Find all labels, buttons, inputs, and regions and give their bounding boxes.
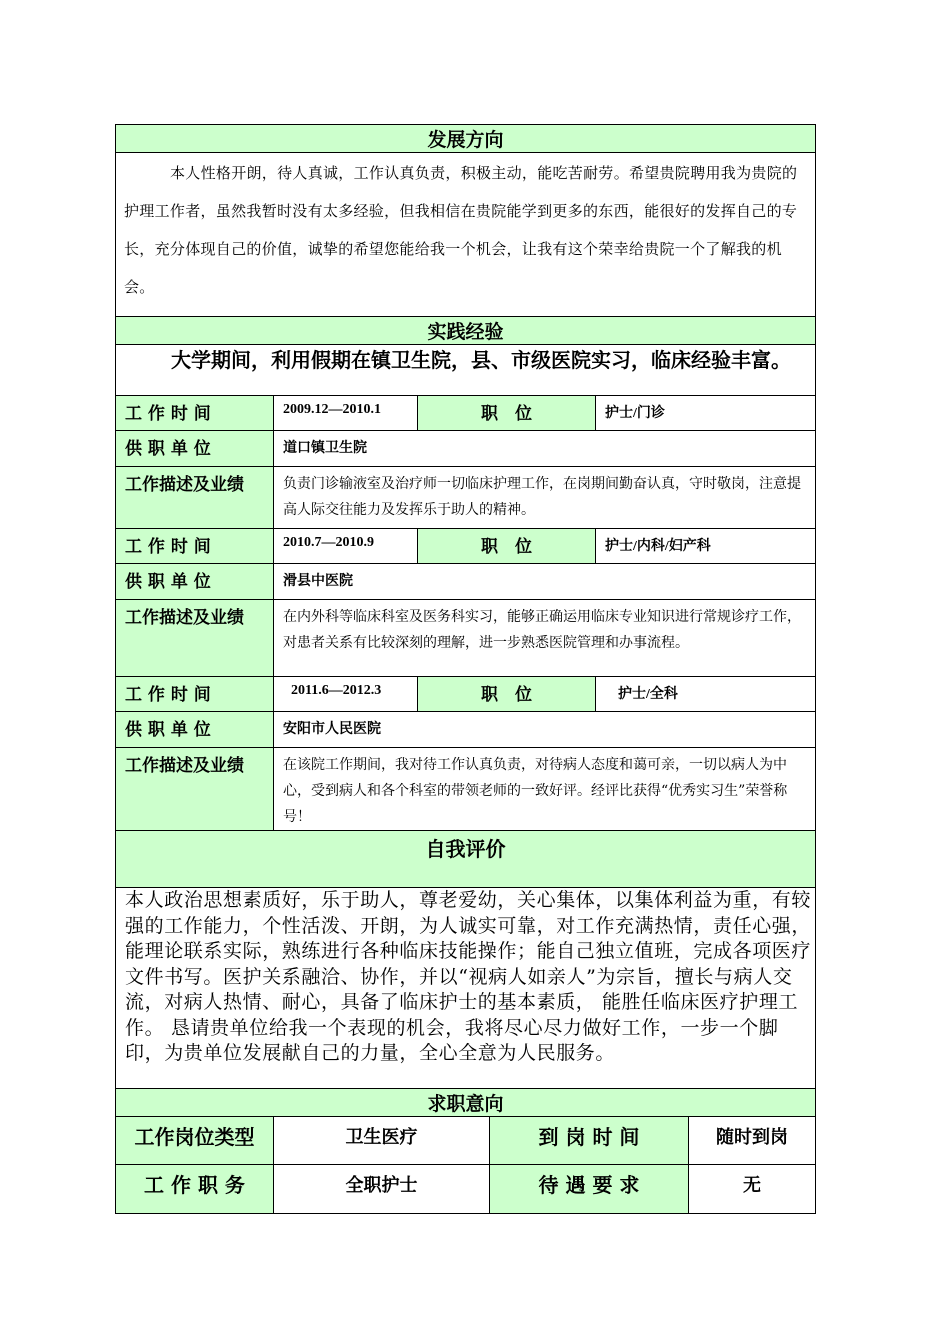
intent-job-type-label: 工作岗位类型 — [116, 1117, 274, 1165]
practice-summary: 大学期间，利用假期在镇卫生院，县、市级医院实习，临床经验丰富。 — [171, 348, 791, 372]
entry-2-time: 2010.7—2010.9 — [274, 529, 418, 564]
entry-1-desc-label: 工作描述及业绩 — [116, 467, 274, 529]
entry-1-position: 护士/门诊 — [596, 396, 816, 431]
intent-salary-label: 待 遇 要 求 — [490, 1165, 689, 1214]
intent-position-label: 工 作 职 务 — [116, 1165, 274, 1214]
entry-3-time-label: 工 作 时 间 — [116, 677, 274, 712]
entry-1-unit-label: 供 职 单 位 — [116, 431, 274, 467]
entry-2-time-label: 工 作 时 间 — [116, 529, 274, 564]
development-text: 本人性格开朗，待人真诚，工作认真负责，积极主动，能吃苦耐劳。希望贵院聘用我为贵院的护理工作者，虽然我暂时没有太多经验，但我相信在贵院能学到更多的东西，能很好的发挥自己的专长，充分体现自己的价值，诚挚的希望您能给我一个机会，让我有这个荣幸给贵院一个了解我的机会。 — [124, 164, 798, 296]
entry-1-desc: 负责门诊输液室及治疗师一切临床护理工作，在岗期间勤奋认真，守时敬岗，注意提高人际交往能力及发挥乐于助人的精神。 — [274, 467, 816, 529]
development-header: 发展方向 — [116, 125, 816, 153]
entry-3-unit-label: 供 职 单 位 — [116, 712, 274, 748]
entry-3-time-row — [116, 677, 816, 712]
practice-header: 实践经验 — [116, 317, 816, 345]
entry-3-unit: 安阳市人民医院 — [274, 712, 816, 748]
intent-salary-value: 无 — [689, 1165, 816, 1214]
practice-summary-cell — [116, 345, 816, 396]
entry-1-position-label: 职 位 — [418, 396, 596, 431]
entry-1-time-row — [116, 396, 816, 431]
self-eval-header: 自我评价 — [116, 831, 816, 888]
intent-position-value: 全职护士 — [274, 1165, 490, 1214]
intent-job-type-value: 卫生医疗 — [274, 1117, 490, 1165]
entry-3-position: 护士/全科 — [596, 677, 816, 712]
entry-2-desc: 在内外科等临床科室及医务科实习，能够正确运用临床专业知识进行常规诊疗工作，对患者关系有比较深刻的理解，进一步熟悉医院管理和办事流程。 — [274, 600, 816, 677]
self-eval-text: 本人政治思想素质好，乐于助人，尊老爱幼，关心集体，以集体利益为重，有较强的工作能力，个性活泼、开朗，为人诚实可靠，对工作充满热情，责任心强，能理论联系实际，熟练进行各种临床技能操作；能自己独立值班，完成各项医疗文件书写。医护关系融洽、协作，并以“视病人如亲人”为宗旨，擅长与病人交流，对病人热情、耐心，具备了临床护士的基本素质， 能胜任临床医疗护理工作。 恳请贵单位给我一个表现的机会，我将尽心尽力做好工作，一步一个脚印，为贵单位发展献自己的力量，全心全意为人民服务。 — [125, 889, 812, 1064]
entry-1-time-label: 工 作 时 间 — [116, 396, 274, 431]
entry-2-unit-label: 供 职 单 位 — [116, 564, 274, 600]
entry-3-position-label: 职 位 — [418, 677, 596, 712]
self-eval-cell — [116, 888, 816, 1089]
entry-2-position-label: 职 位 — [418, 529, 596, 564]
entry-3-desc-label: 工作描述及业绩 — [116, 748, 274, 831]
entry-2-unit: 滑县中医院 — [274, 564, 816, 600]
entry-2-position: 护士/内科/妇产科 — [596, 529, 816, 564]
entry-2-time-row — [116, 529, 816, 564]
development-cell — [116, 153, 816, 317]
entry-1-unit: 道口镇卫生院 — [274, 431, 816, 467]
resume-table — [115, 124, 816, 1214]
entry-1-time: 2009.12—2010.1 — [274, 396, 418, 431]
entry-3-time: 2011.6—2012.3 — [274, 677, 418, 712]
entry-2-desc-label: 工作描述及业绩 — [116, 600, 274, 677]
intent-header: 求职意向 — [116, 1089, 816, 1117]
intent-start-time-value: 随时到岗 — [689, 1117, 816, 1165]
entry-3-desc: 在该院工作期间，我对待工作认真负责，对待病人态度和蔼可亲，一切以病人为中心，受到病人和各个科室的带领老师的一致好评。经评比获得“优秀实习生”荣誉称号！ — [274, 748, 816, 831]
resume-document — [115, 124, 815, 1214]
intent-start-time-label: 到 岗 时 间 — [490, 1117, 689, 1165]
